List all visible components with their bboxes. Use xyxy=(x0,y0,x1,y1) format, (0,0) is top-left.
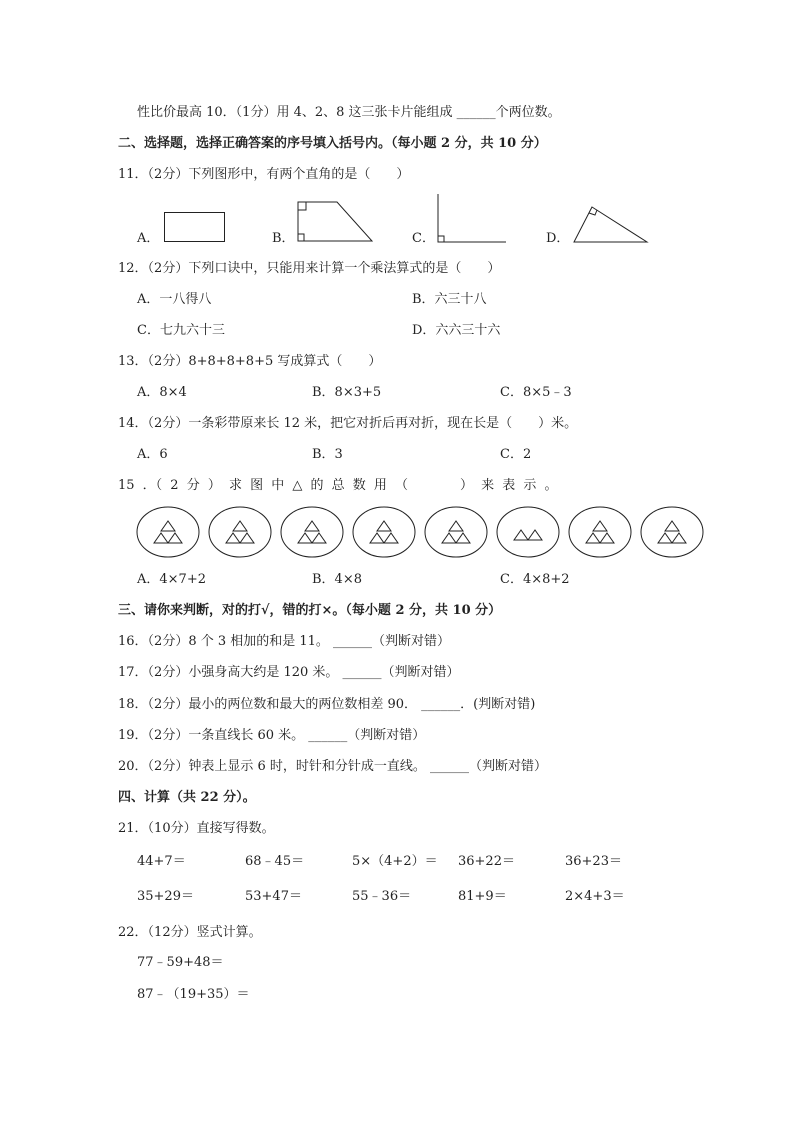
triangle-mark xyxy=(377,521,391,531)
q10-line: 性比价最高 10．（1分）用 4、2、8 这三张卡片能组成 ______个两位数。 xyxy=(137,105,561,120)
triangle-mark xyxy=(298,533,312,543)
q11-option-d-label: D． xyxy=(546,231,570,246)
q15-triangle-groups-figure xyxy=(136,505,706,561)
q11-stem: 11．（2分）下列图形中，有两个直角的是（ ） xyxy=(118,167,410,182)
triangle-mark xyxy=(442,533,456,543)
q21-calc: 44+7＝ xyxy=(137,854,186,869)
q19-line: 19．（2分）一条直线长 60 米。 ______（判断对错） xyxy=(118,728,426,743)
triangle-group xyxy=(209,507,271,557)
q14-stem: 14．（2分）一条彩带原来长 12 米，把它对折后再对折，现在长是（ ）米。 xyxy=(118,416,578,431)
triangle-mark xyxy=(449,521,463,531)
q13-option-b: B．8×3+5 xyxy=(312,385,382,400)
q21-calc: 55﹣36＝ xyxy=(352,889,412,904)
triangle-mark xyxy=(226,533,240,543)
q21-calc: 2×4+3＝ xyxy=(565,889,625,904)
triangle-group xyxy=(425,507,487,557)
group-ellipse xyxy=(137,507,199,557)
q14-option-a: A．6 xyxy=(137,447,168,462)
q15-option-b: B．4×8 xyxy=(312,572,362,587)
q12-option-a: A．一八得八 xyxy=(137,292,212,307)
triangle-mark xyxy=(161,521,175,531)
triangle-mark xyxy=(600,533,614,543)
section3-title: 三、请你来判断，对的打√，错的打×。（每小题 2 分，共 10 分） xyxy=(118,603,502,618)
triangle-mark xyxy=(370,533,384,543)
group-ellipse xyxy=(353,507,415,557)
triangle-mark xyxy=(456,533,470,543)
q20-line: 20．（2分）钟表上显示 6 时，时针和分针成一直线。 ______（判断对错） xyxy=(118,759,547,774)
triangle-mark xyxy=(672,533,686,543)
q13-option-a: A．8×4 xyxy=(137,385,187,400)
triangle-mark xyxy=(528,530,542,540)
q21-stem: 21．（10分）直接写得数。 xyxy=(118,821,275,836)
group-ellipse xyxy=(425,507,487,557)
triangle-mark xyxy=(384,533,398,543)
q12-option-b: B．六三十八 xyxy=(412,292,487,307)
triangle-group xyxy=(497,507,559,557)
triangle-group xyxy=(137,507,199,557)
triangle-mark xyxy=(154,533,168,543)
q13-option-c: C．8×5﹣3 xyxy=(500,385,572,400)
group-ellipse xyxy=(209,507,271,557)
triangle-group xyxy=(281,507,343,557)
q13-stem: 13．（2分）8+8+8+8+5 写成算式（ ） xyxy=(118,354,382,369)
triangle-mark xyxy=(593,521,607,531)
q21-calc: 53+47＝ xyxy=(245,889,302,904)
q12-stem: 12．（2分）下列口诀中，只能用来计算一个乘法算式的是（ ） xyxy=(118,261,501,276)
q16-line: 16．（2分）8 个 3 相加的和是 11。 ______（判断对错） xyxy=(118,634,451,649)
q22-item: 77﹣59+48＝ xyxy=(137,955,224,970)
q15-option-c: C．4×8+2 xyxy=(500,572,570,587)
q15-option-a: A．4×7+2 xyxy=(137,572,206,587)
q12-option-c: C．七九六十三 xyxy=(137,323,225,338)
q22-stem: 22．（12分）竖式计算。 xyxy=(118,925,262,940)
group-ellipse xyxy=(641,507,703,557)
q18-line: 18．（2分）最小的两位数和最大的两位数相差 90． ______．(判断对错) xyxy=(118,697,536,712)
triangle-mark xyxy=(586,533,600,543)
q11-option-b-label: B． xyxy=(272,231,295,246)
q17-line: 17．（2分）小强身高大约是 120 米。 ______（判断对错） xyxy=(118,665,460,680)
triangle-group xyxy=(641,507,703,557)
q21-calc: 5×（4+2）＝ xyxy=(352,854,438,869)
q21-calc: 68﹣45＝ xyxy=(245,854,305,869)
triangle-mark xyxy=(168,533,182,543)
section2-title: 二、选择题，选择正确答案的序号填入括号内。（每小题 2 分，共 10 分） xyxy=(118,136,547,151)
triangle-mark xyxy=(514,530,528,540)
triangle-mark xyxy=(305,521,319,531)
triangle-mark xyxy=(233,521,247,531)
q14-option-b: B．3 xyxy=(312,447,343,462)
q21-calc: 36+23＝ xyxy=(565,854,622,869)
q12-option-d: D．六六三十六 xyxy=(412,323,501,338)
q21-calc: 81+9＝ xyxy=(458,889,507,904)
q11-option-c-right-angle xyxy=(436,194,510,244)
triangle-mark xyxy=(658,533,672,543)
group-ellipse xyxy=(569,507,631,557)
triangle-mark xyxy=(240,533,254,543)
q14-option-c: C．2 xyxy=(500,447,532,462)
q11-option-c-label: C． xyxy=(412,231,435,246)
triangle-mark xyxy=(665,521,679,531)
q22-item: 87﹣（19+35）＝ xyxy=(137,987,250,1002)
q15-stem: 15 ．（ 2 分 ） 求 图 中 △ 的 总 数 用 （ ） 来 表 示 。 xyxy=(118,478,558,493)
q11-option-b-trapezoid xyxy=(297,200,377,245)
q21-calc: 36+22＝ xyxy=(458,854,515,869)
q21-calc: 35+29＝ xyxy=(137,889,194,904)
q11-option-a-rectangle xyxy=(164,212,226,244)
section4-title: 四、计算（共 22 分）。 xyxy=(118,790,256,805)
q11-option-d-triangle xyxy=(572,205,650,245)
triangle-mark xyxy=(312,533,326,543)
q11-option-a-label: A． xyxy=(137,231,160,246)
group-ellipse xyxy=(497,507,559,557)
group-ellipse xyxy=(281,507,343,557)
triangle-group xyxy=(569,507,631,557)
triangle-group xyxy=(353,507,415,557)
